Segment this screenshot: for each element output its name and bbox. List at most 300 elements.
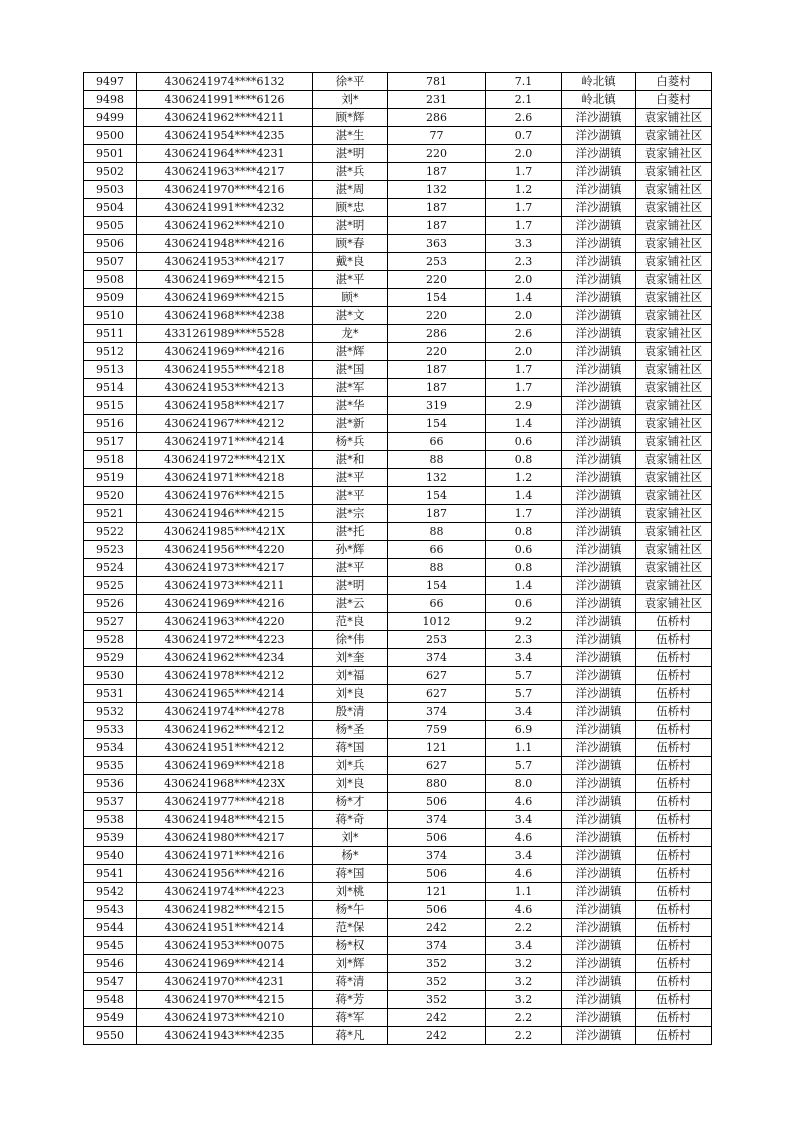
table-row bbox=[84, 379, 712, 397]
table-row bbox=[84, 973, 712, 991]
serial-number-cell: 9503 bbox=[84, 181, 137, 199]
table-row bbox=[84, 433, 712, 451]
table-row bbox=[84, 253, 712, 271]
amount-cell: 154 bbox=[388, 577, 486, 595]
area-cell: 3.2 bbox=[486, 991, 562, 1009]
village-cell: 伍桥村 bbox=[636, 613, 712, 631]
id-number-cell: 4306241953****4217 bbox=[137, 253, 313, 271]
area-cell: 6.9 bbox=[486, 721, 562, 739]
id-number-cell: 4306241974****4278 bbox=[137, 703, 313, 721]
village-cell: 白菱村 bbox=[636, 73, 712, 91]
amount-cell: 374 bbox=[388, 649, 486, 667]
table-row bbox=[84, 649, 712, 667]
amount-cell: 352 bbox=[388, 973, 486, 991]
town-cell: 洋沙湖镇 bbox=[562, 973, 636, 991]
town-cell: 洋沙湖镇 bbox=[562, 145, 636, 163]
town-cell: 洋沙湖镇 bbox=[562, 937, 636, 955]
name-cell: 杨*午 bbox=[313, 901, 388, 919]
village-cell: 伍桥村 bbox=[636, 649, 712, 667]
town-cell: 洋沙湖镇 bbox=[562, 307, 636, 325]
area-cell: 0.8 bbox=[486, 559, 562, 577]
serial-number-cell: 9538 bbox=[84, 811, 137, 829]
village-cell: 伍桥村 bbox=[636, 919, 712, 937]
town-cell: 洋沙湖镇 bbox=[562, 793, 636, 811]
name-cell: 蒋*奇 bbox=[313, 811, 388, 829]
name-cell: 范*保 bbox=[313, 919, 388, 937]
village-cell: 袁家铺社区 bbox=[636, 505, 712, 523]
amount-cell: 253 bbox=[388, 253, 486, 271]
serial-number-cell: 9530 bbox=[84, 667, 137, 685]
village-cell: 袁家铺社区 bbox=[636, 325, 712, 343]
amount-cell: 242 bbox=[388, 1027, 486, 1045]
name-cell: 湛*生 bbox=[313, 127, 388, 145]
table-row bbox=[84, 559, 712, 577]
name-cell: 刘*兵 bbox=[313, 757, 388, 775]
area-cell: 1.7 bbox=[486, 163, 562, 181]
serial-number-cell: 9532 bbox=[84, 703, 137, 721]
town-cell: 洋沙湖镇 bbox=[562, 109, 636, 127]
amount-cell: 352 bbox=[388, 955, 486, 973]
town-cell: 洋沙湖镇 bbox=[562, 955, 636, 973]
area-cell: 4.6 bbox=[486, 793, 562, 811]
name-cell: 孙*辉 bbox=[313, 541, 388, 559]
serial-number-cell: 9541 bbox=[84, 865, 137, 883]
table-row bbox=[84, 757, 712, 775]
area-cell: 9.2 bbox=[486, 613, 562, 631]
amount-cell: 187 bbox=[388, 217, 486, 235]
area-cell: 0.7 bbox=[486, 127, 562, 145]
town-cell: 洋沙湖镇 bbox=[562, 1009, 636, 1027]
area-cell: 1.4 bbox=[486, 415, 562, 433]
village-cell: 袁家铺社区 bbox=[636, 127, 712, 145]
area-cell: 3.4 bbox=[486, 703, 562, 721]
id-number-cell: 4306241969****4214 bbox=[137, 955, 313, 973]
id-number-cell: 4306241962****4212 bbox=[137, 721, 313, 739]
town-cell: 洋沙湖镇 bbox=[562, 685, 636, 703]
name-cell: 湛*辉 bbox=[313, 343, 388, 361]
area-cell: 3.2 bbox=[486, 973, 562, 991]
name-cell: 湛*新 bbox=[313, 415, 388, 433]
village-cell: 袁家铺社区 bbox=[636, 397, 712, 415]
amount-cell: 88 bbox=[388, 451, 486, 469]
name-cell: 龙* bbox=[313, 325, 388, 343]
amount-cell: 66 bbox=[388, 595, 486, 613]
village-cell: 袁家铺社区 bbox=[636, 559, 712, 577]
town-cell: 洋沙湖镇 bbox=[562, 847, 636, 865]
area-cell: 1.4 bbox=[486, 289, 562, 307]
amount-cell: 66 bbox=[388, 433, 486, 451]
table-row bbox=[84, 775, 712, 793]
serial-number-cell: 9537 bbox=[84, 793, 137, 811]
id-number-cell: 4306241963****4220 bbox=[137, 613, 313, 631]
serial-number-cell: 9525 bbox=[84, 577, 137, 595]
town-cell: 岭北镇 bbox=[562, 91, 636, 109]
town-cell: 洋沙湖镇 bbox=[562, 361, 636, 379]
name-cell: 顾*忠 bbox=[313, 199, 388, 217]
amount-cell: 220 bbox=[388, 145, 486, 163]
table-row bbox=[84, 289, 712, 307]
town-cell: 洋沙湖镇 bbox=[562, 739, 636, 757]
town-cell: 洋沙湖镇 bbox=[562, 919, 636, 937]
area-cell: 2.6 bbox=[486, 325, 562, 343]
village-cell: 伍桥村 bbox=[636, 685, 712, 703]
id-number-cell: 4306241982****4215 bbox=[137, 901, 313, 919]
name-cell: 湛*云 bbox=[313, 595, 388, 613]
name-cell: 湛*明 bbox=[313, 577, 388, 595]
area-cell: 0.8 bbox=[486, 523, 562, 541]
town-cell: 洋沙湖镇 bbox=[562, 451, 636, 469]
area-cell: 2.0 bbox=[486, 145, 562, 163]
town-cell: 洋沙湖镇 bbox=[562, 487, 636, 505]
table-row bbox=[84, 703, 712, 721]
village-cell: 袁家铺社区 bbox=[636, 307, 712, 325]
id-number-cell: 4306241962****4211 bbox=[137, 109, 313, 127]
serial-number-cell: 9539 bbox=[84, 829, 137, 847]
name-cell: 范*良 bbox=[313, 613, 388, 631]
table-row bbox=[84, 811, 712, 829]
town-cell: 洋沙湖镇 bbox=[562, 397, 636, 415]
amount-cell: 187 bbox=[388, 163, 486, 181]
name-cell: 殷*清 bbox=[313, 703, 388, 721]
id-number-cell: 4306241978****4212 bbox=[137, 667, 313, 685]
amount-cell: 187 bbox=[388, 361, 486, 379]
area-cell: 3.4 bbox=[486, 847, 562, 865]
area-cell: 3.4 bbox=[486, 937, 562, 955]
table-row bbox=[84, 361, 712, 379]
town-cell: 洋沙湖镇 bbox=[562, 505, 636, 523]
name-cell: 蒋*国 bbox=[313, 739, 388, 757]
village-cell: 伍桥村 bbox=[636, 793, 712, 811]
town-cell: 洋沙湖镇 bbox=[562, 991, 636, 1009]
name-cell: 杨* bbox=[313, 847, 388, 865]
table-row bbox=[84, 883, 712, 901]
town-cell: 洋沙湖镇 bbox=[562, 595, 636, 613]
amount-cell: 220 bbox=[388, 307, 486, 325]
amount-cell: 66 bbox=[388, 541, 486, 559]
name-cell: 蒋*清 bbox=[313, 973, 388, 991]
data-table bbox=[83, 72, 712, 1045]
serial-number-cell: 9506 bbox=[84, 235, 137, 253]
amount-cell: 374 bbox=[388, 937, 486, 955]
amount-cell: 187 bbox=[388, 379, 486, 397]
name-cell: 蒋*国 bbox=[313, 865, 388, 883]
table-row bbox=[84, 595, 712, 613]
area-cell: 2.0 bbox=[486, 343, 562, 361]
serial-number-cell: 9498 bbox=[84, 91, 137, 109]
serial-number-cell: 9542 bbox=[84, 883, 137, 901]
village-cell: 伍桥村 bbox=[636, 991, 712, 1009]
village-cell: 伍桥村 bbox=[636, 667, 712, 685]
table-row bbox=[84, 307, 712, 325]
name-cell: 湛*军 bbox=[313, 379, 388, 397]
serial-number-cell: 9509 bbox=[84, 289, 137, 307]
amount-cell: 242 bbox=[388, 1009, 486, 1027]
table-body bbox=[84, 73, 712, 1045]
village-cell: 袁家铺社区 bbox=[636, 451, 712, 469]
name-cell: 湛*和 bbox=[313, 451, 388, 469]
name-cell: 杨*才 bbox=[313, 793, 388, 811]
area-cell: 1.4 bbox=[486, 487, 562, 505]
table-row bbox=[84, 1027, 712, 1045]
amount-cell: 506 bbox=[388, 865, 486, 883]
village-cell: 伍桥村 bbox=[636, 775, 712, 793]
village-cell: 伍桥村 bbox=[636, 721, 712, 739]
amount-cell: 627 bbox=[388, 685, 486, 703]
town-cell: 洋沙湖镇 bbox=[562, 325, 636, 343]
name-cell: 湛*华 bbox=[313, 397, 388, 415]
town-cell: 洋沙湖镇 bbox=[562, 901, 636, 919]
table-row bbox=[84, 847, 712, 865]
name-cell: 戴*良 bbox=[313, 253, 388, 271]
amount-cell: 88 bbox=[388, 523, 486, 541]
serial-number-cell: 9533 bbox=[84, 721, 137, 739]
serial-number-cell: 9550 bbox=[84, 1027, 137, 1045]
id-number-cell: 4306241964****4231 bbox=[137, 145, 313, 163]
amount-cell: 154 bbox=[388, 487, 486, 505]
id-number-cell: 4306241969****4216 bbox=[137, 343, 313, 361]
id-number-cell: 4306241985****421X bbox=[137, 523, 313, 541]
town-cell: 洋沙湖镇 bbox=[562, 631, 636, 649]
name-cell: 刘*桃 bbox=[313, 883, 388, 901]
amount-cell: 286 bbox=[388, 325, 486, 343]
name-cell: 刘*良 bbox=[313, 775, 388, 793]
area-cell: 2.3 bbox=[486, 253, 562, 271]
village-cell: 伍桥村 bbox=[636, 1027, 712, 1045]
village-cell: 袁家铺社区 bbox=[636, 235, 712, 253]
table-row bbox=[84, 613, 712, 631]
village-cell: 伍桥村 bbox=[636, 631, 712, 649]
id-number-cell: 4306241955****4218 bbox=[137, 361, 313, 379]
serial-number-cell: 9528 bbox=[84, 631, 137, 649]
serial-number-cell: 9523 bbox=[84, 541, 137, 559]
serial-number-cell: 9521 bbox=[84, 505, 137, 523]
serial-number-cell: 9505 bbox=[84, 217, 137, 235]
serial-number-cell: 9543 bbox=[84, 901, 137, 919]
amount-cell: 77 bbox=[388, 127, 486, 145]
serial-number-cell: 9546 bbox=[84, 955, 137, 973]
amount-cell: 352 bbox=[388, 991, 486, 1009]
town-cell: 岭北镇 bbox=[562, 73, 636, 91]
name-cell: 湛*平 bbox=[313, 487, 388, 505]
table-row bbox=[84, 91, 712, 109]
id-number-cell: 4306241951****4214 bbox=[137, 919, 313, 937]
name-cell: 湛*国 bbox=[313, 361, 388, 379]
serial-number-cell: 9512 bbox=[84, 343, 137, 361]
id-number-cell: 4306241970****4231 bbox=[137, 973, 313, 991]
amount-cell: 627 bbox=[388, 757, 486, 775]
village-cell: 伍桥村 bbox=[636, 757, 712, 775]
table-row bbox=[84, 217, 712, 235]
serial-number-cell: 9548 bbox=[84, 991, 137, 1009]
id-number-cell: 4306241968****423X bbox=[137, 775, 313, 793]
village-cell: 伍桥村 bbox=[636, 1009, 712, 1027]
id-number-cell: 4306241974****4223 bbox=[137, 883, 313, 901]
village-cell: 伍桥村 bbox=[636, 739, 712, 757]
table-row bbox=[84, 487, 712, 505]
area-cell: 1.7 bbox=[486, 505, 562, 523]
village-cell: 袁家铺社区 bbox=[636, 577, 712, 595]
id-number-cell: 4306241977****4218 bbox=[137, 793, 313, 811]
area-cell: 1.2 bbox=[486, 469, 562, 487]
amount-cell: 187 bbox=[388, 505, 486, 523]
amount-cell: 374 bbox=[388, 847, 486, 865]
serial-number-cell: 9535 bbox=[84, 757, 137, 775]
serial-number-cell: 9504 bbox=[84, 199, 137, 217]
amount-cell: 374 bbox=[388, 811, 486, 829]
village-cell: 白菱村 bbox=[636, 91, 712, 109]
table-row bbox=[84, 1009, 712, 1027]
area-cell: 5.7 bbox=[486, 685, 562, 703]
village-cell: 袁家铺社区 bbox=[636, 379, 712, 397]
name-cell: 湛*兵 bbox=[313, 163, 388, 181]
town-cell: 洋沙湖镇 bbox=[562, 541, 636, 559]
town-cell: 洋沙湖镇 bbox=[562, 199, 636, 217]
table-row bbox=[84, 469, 712, 487]
id-number-cell: 4306241962****4210 bbox=[137, 217, 313, 235]
amount-cell: 880 bbox=[388, 775, 486, 793]
amount-cell: 374 bbox=[388, 703, 486, 721]
name-cell: 刘* bbox=[313, 91, 388, 109]
town-cell: 洋沙湖镇 bbox=[562, 127, 636, 145]
name-cell: 刘* bbox=[313, 829, 388, 847]
serial-number-cell: 9502 bbox=[84, 163, 137, 181]
table-row bbox=[84, 829, 712, 847]
village-cell: 伍桥村 bbox=[636, 901, 712, 919]
table-row bbox=[84, 235, 712, 253]
table-row bbox=[84, 739, 712, 757]
name-cell: 湛*周 bbox=[313, 181, 388, 199]
serial-number-cell: 9547 bbox=[84, 973, 137, 991]
table-row bbox=[84, 901, 712, 919]
amount-cell: 286 bbox=[388, 109, 486, 127]
area-cell: 2.0 bbox=[486, 271, 562, 289]
town-cell: 洋沙湖镇 bbox=[562, 811, 636, 829]
serial-number-cell: 9524 bbox=[84, 559, 137, 577]
id-number-cell: 4306241973****4217 bbox=[137, 559, 313, 577]
id-number-cell: 4306241965****4214 bbox=[137, 685, 313, 703]
id-number-cell: 4306241956****4220 bbox=[137, 541, 313, 559]
serial-number-cell: 9507 bbox=[84, 253, 137, 271]
village-cell: 袁家铺社区 bbox=[636, 217, 712, 235]
area-cell: 2.9 bbox=[486, 397, 562, 415]
area-cell: 4.6 bbox=[486, 865, 562, 883]
table-row bbox=[84, 631, 712, 649]
town-cell: 洋沙湖镇 bbox=[562, 721, 636, 739]
amount-cell: 121 bbox=[388, 883, 486, 901]
serial-number-cell: 9511 bbox=[84, 325, 137, 343]
table-row bbox=[84, 163, 712, 181]
name-cell: 湛*平 bbox=[313, 559, 388, 577]
area-cell: 0.6 bbox=[486, 433, 562, 451]
village-cell: 袁家铺社区 bbox=[636, 343, 712, 361]
town-cell: 洋沙湖镇 bbox=[562, 1027, 636, 1045]
area-cell: 1.1 bbox=[486, 739, 562, 757]
serial-number-cell: 9527 bbox=[84, 613, 137, 631]
area-cell: 1.4 bbox=[486, 577, 562, 595]
town-cell: 洋沙湖镇 bbox=[562, 181, 636, 199]
table-row bbox=[84, 505, 712, 523]
town-cell: 洋沙湖镇 bbox=[562, 289, 636, 307]
name-cell: 湛*平 bbox=[313, 469, 388, 487]
name-cell: 蒋*芳 bbox=[313, 991, 388, 1009]
name-cell: 刘*良 bbox=[313, 685, 388, 703]
table-row bbox=[84, 181, 712, 199]
serial-number-cell: 9534 bbox=[84, 739, 137, 757]
table-row bbox=[84, 325, 712, 343]
table-row bbox=[84, 415, 712, 433]
id-number-cell: 4306241976****4215 bbox=[137, 487, 313, 505]
village-cell: 袁家铺社区 bbox=[636, 109, 712, 127]
id-number-cell: 4306241970****4215 bbox=[137, 991, 313, 1009]
amount-cell: 187 bbox=[388, 199, 486, 217]
amount-cell: 506 bbox=[388, 901, 486, 919]
name-cell: 顾*春 bbox=[313, 235, 388, 253]
village-cell: 伍桥村 bbox=[636, 847, 712, 865]
id-number-cell: 4306241971****4218 bbox=[137, 469, 313, 487]
amount-cell: 506 bbox=[388, 829, 486, 847]
id-number-cell: 4306241943****4235 bbox=[137, 1027, 313, 1045]
id-number-cell: 4306241971****4216 bbox=[137, 847, 313, 865]
serial-number-cell: 9518 bbox=[84, 451, 137, 469]
village-cell: 袁家铺社区 bbox=[636, 433, 712, 451]
town-cell: 洋沙湖镇 bbox=[562, 271, 636, 289]
serial-number-cell: 9522 bbox=[84, 523, 137, 541]
name-cell: 刘*辉 bbox=[313, 955, 388, 973]
village-cell: 伍桥村 bbox=[636, 811, 712, 829]
serial-number-cell: 9517 bbox=[84, 433, 137, 451]
town-cell: 洋沙湖镇 bbox=[562, 469, 636, 487]
name-cell: 徐*伟 bbox=[313, 631, 388, 649]
village-cell: 袁家铺社区 bbox=[636, 487, 712, 505]
town-cell: 洋沙湖镇 bbox=[562, 523, 636, 541]
table-row bbox=[84, 523, 712, 541]
village-cell: 袁家铺社区 bbox=[636, 415, 712, 433]
town-cell: 洋沙湖镇 bbox=[562, 379, 636, 397]
amount-cell: 759 bbox=[388, 721, 486, 739]
area-cell: 5.7 bbox=[486, 757, 562, 775]
town-cell: 洋沙湖镇 bbox=[562, 649, 636, 667]
amount-cell: 506 bbox=[388, 793, 486, 811]
area-cell: 3.4 bbox=[486, 649, 562, 667]
amount-cell: 88 bbox=[388, 559, 486, 577]
id-number-cell: 4306241958****4217 bbox=[137, 397, 313, 415]
amount-cell: 363 bbox=[388, 235, 486, 253]
village-cell: 袁家铺社区 bbox=[636, 289, 712, 307]
serial-number-cell: 9510 bbox=[84, 307, 137, 325]
name-cell: 顾*辉 bbox=[313, 109, 388, 127]
town-cell: 洋沙湖镇 bbox=[562, 343, 636, 361]
id-number-cell: 4306241948****4215 bbox=[137, 811, 313, 829]
name-cell: 刘*福 bbox=[313, 667, 388, 685]
area-cell: 7.1 bbox=[486, 73, 562, 91]
name-cell: 蒋*军 bbox=[313, 1009, 388, 1027]
name-cell: 顾* bbox=[313, 289, 388, 307]
id-number-cell: 4306241974****6132 bbox=[137, 73, 313, 91]
table-row bbox=[84, 577, 712, 595]
area-cell: 2.3 bbox=[486, 631, 562, 649]
id-number-cell: 4306241971****4214 bbox=[137, 433, 313, 451]
amount-cell: 132 bbox=[388, 181, 486, 199]
id-number-cell: 4306241991****4232 bbox=[137, 199, 313, 217]
area-cell: 8.0 bbox=[486, 775, 562, 793]
serial-number-cell: 9520 bbox=[84, 487, 137, 505]
area-cell: 0.6 bbox=[486, 541, 562, 559]
village-cell: 袁家铺社区 bbox=[636, 145, 712, 163]
id-number-cell: 4306241972****421X bbox=[137, 451, 313, 469]
village-cell: 袁家铺社区 bbox=[636, 595, 712, 613]
town-cell: 洋沙湖镇 bbox=[562, 775, 636, 793]
serial-number-cell: 9500 bbox=[84, 127, 137, 145]
